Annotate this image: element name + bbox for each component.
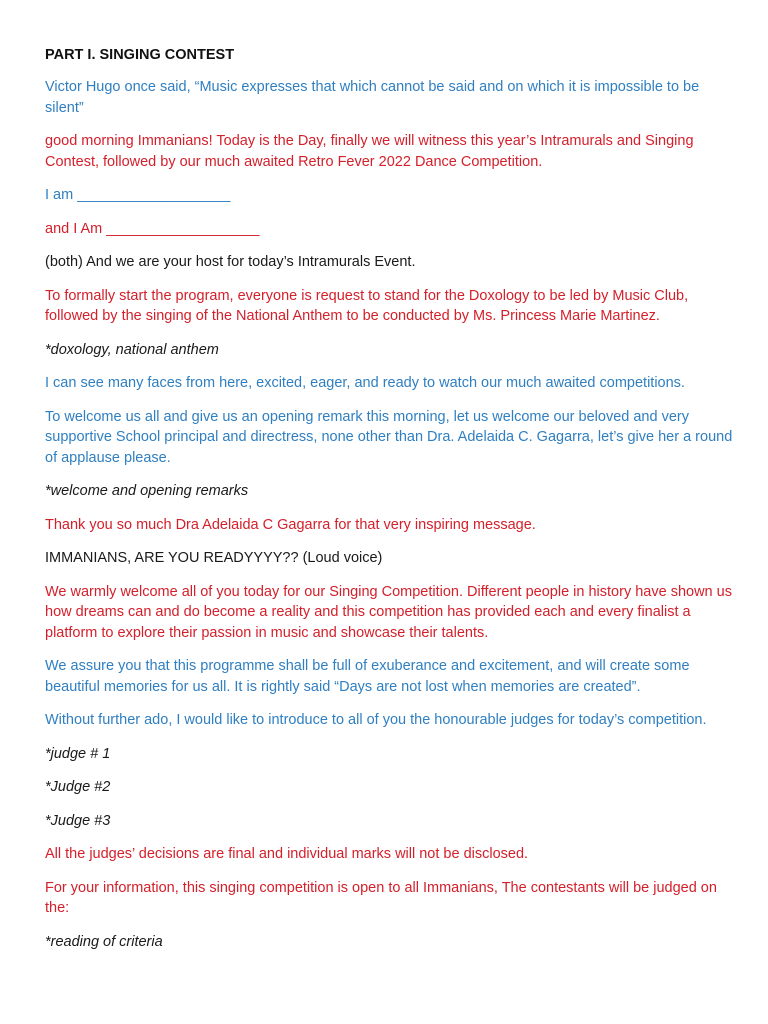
paragraph-doxology-intro: To formally start the program, everyone is request to stand for the Doxology to be led by Music Club, followed by the singing of the National Anthem to be conducted by Ms. Princess Marie Martinez. xyxy=(45,287,689,324)
paragraph-opening-remark-intro: To welcome us all and give us an opening remark this morning, let us welcome our beloved and very supportive School principal and directress, none other than Dra. Adelaida C. Gagarra, let’s give her a round of applause please. xyxy=(45,408,733,466)
paragraph-are-you-ready: IMMANIANS, ARE YOU READYYYY?? (Loud voice) xyxy=(45,550,383,566)
paragraph-host-two: and I Am ___________________ xyxy=(45,220,260,237)
paragraph-judges-intro: Without further ado, I would like to introduce to all of you the honourable judges for today’s competition. xyxy=(45,712,707,728)
paragraph-thank-you: Thank you so much Dra Adelaida C Gagarra for that very inspiring message. xyxy=(45,516,536,533)
paragraph-good-morning: good morning Immanians! Today is the Day, finally we will witness this year’s Intramurals and Singing Contest, followed by our much awaited Retro Fever 2022 Dance Competition. xyxy=(45,133,694,170)
paragraph-assurance: We assure you that this programme shall be full of exuberance and excitement, and will create some beautiful memories for us all. It is rightly said “Days are not lost when memories are created”. xyxy=(45,658,690,695)
cue-judge-2: *Judge #2 xyxy=(45,779,111,795)
paragraph-many-faces: I can see many faces from here, excited, eager, and ready to watch our much awaited competitions. xyxy=(45,375,685,391)
paragraph-criteria-intro: For your information, this singing competition is open to all Immanians, The contestants will be judged on the: xyxy=(45,879,717,916)
cue-doxology: *doxology, national anthem xyxy=(45,341,219,358)
cue-welcome-remarks: *welcome and opening remarks xyxy=(45,483,249,499)
paragraph-judges-decision: All the judges’ decisions are final and individual marks will not be disclosed. xyxy=(45,846,529,862)
paragraph-both-hosts: (both) And we are your host for today’s Intramurals Event. xyxy=(45,254,416,270)
document-page xyxy=(45,45,735,965)
document-title: PART I. SINGING CONTEST xyxy=(45,47,235,63)
paragraph-warm-welcome: We warmly welcome all of you today for our Singing Competition. Different people in history have shown us how dreams can and do become a reality and this competition has provided each and every finalist a platform to explore their passion in music and showcase their talents. xyxy=(45,583,732,641)
paragraph-host-one: I am ___________________ xyxy=(45,187,231,203)
paragraph-victor-hugo-quote: Victor Hugo once said, “Music expresses that which cannot be said and on which it is impossible to be silent” xyxy=(45,79,700,116)
cue-reading-criteria: *reading of criteria xyxy=(45,933,163,950)
cue-judge-3: *Judge #3 xyxy=(45,812,111,829)
cue-judge-1: *judge # 1 xyxy=(45,745,111,762)
